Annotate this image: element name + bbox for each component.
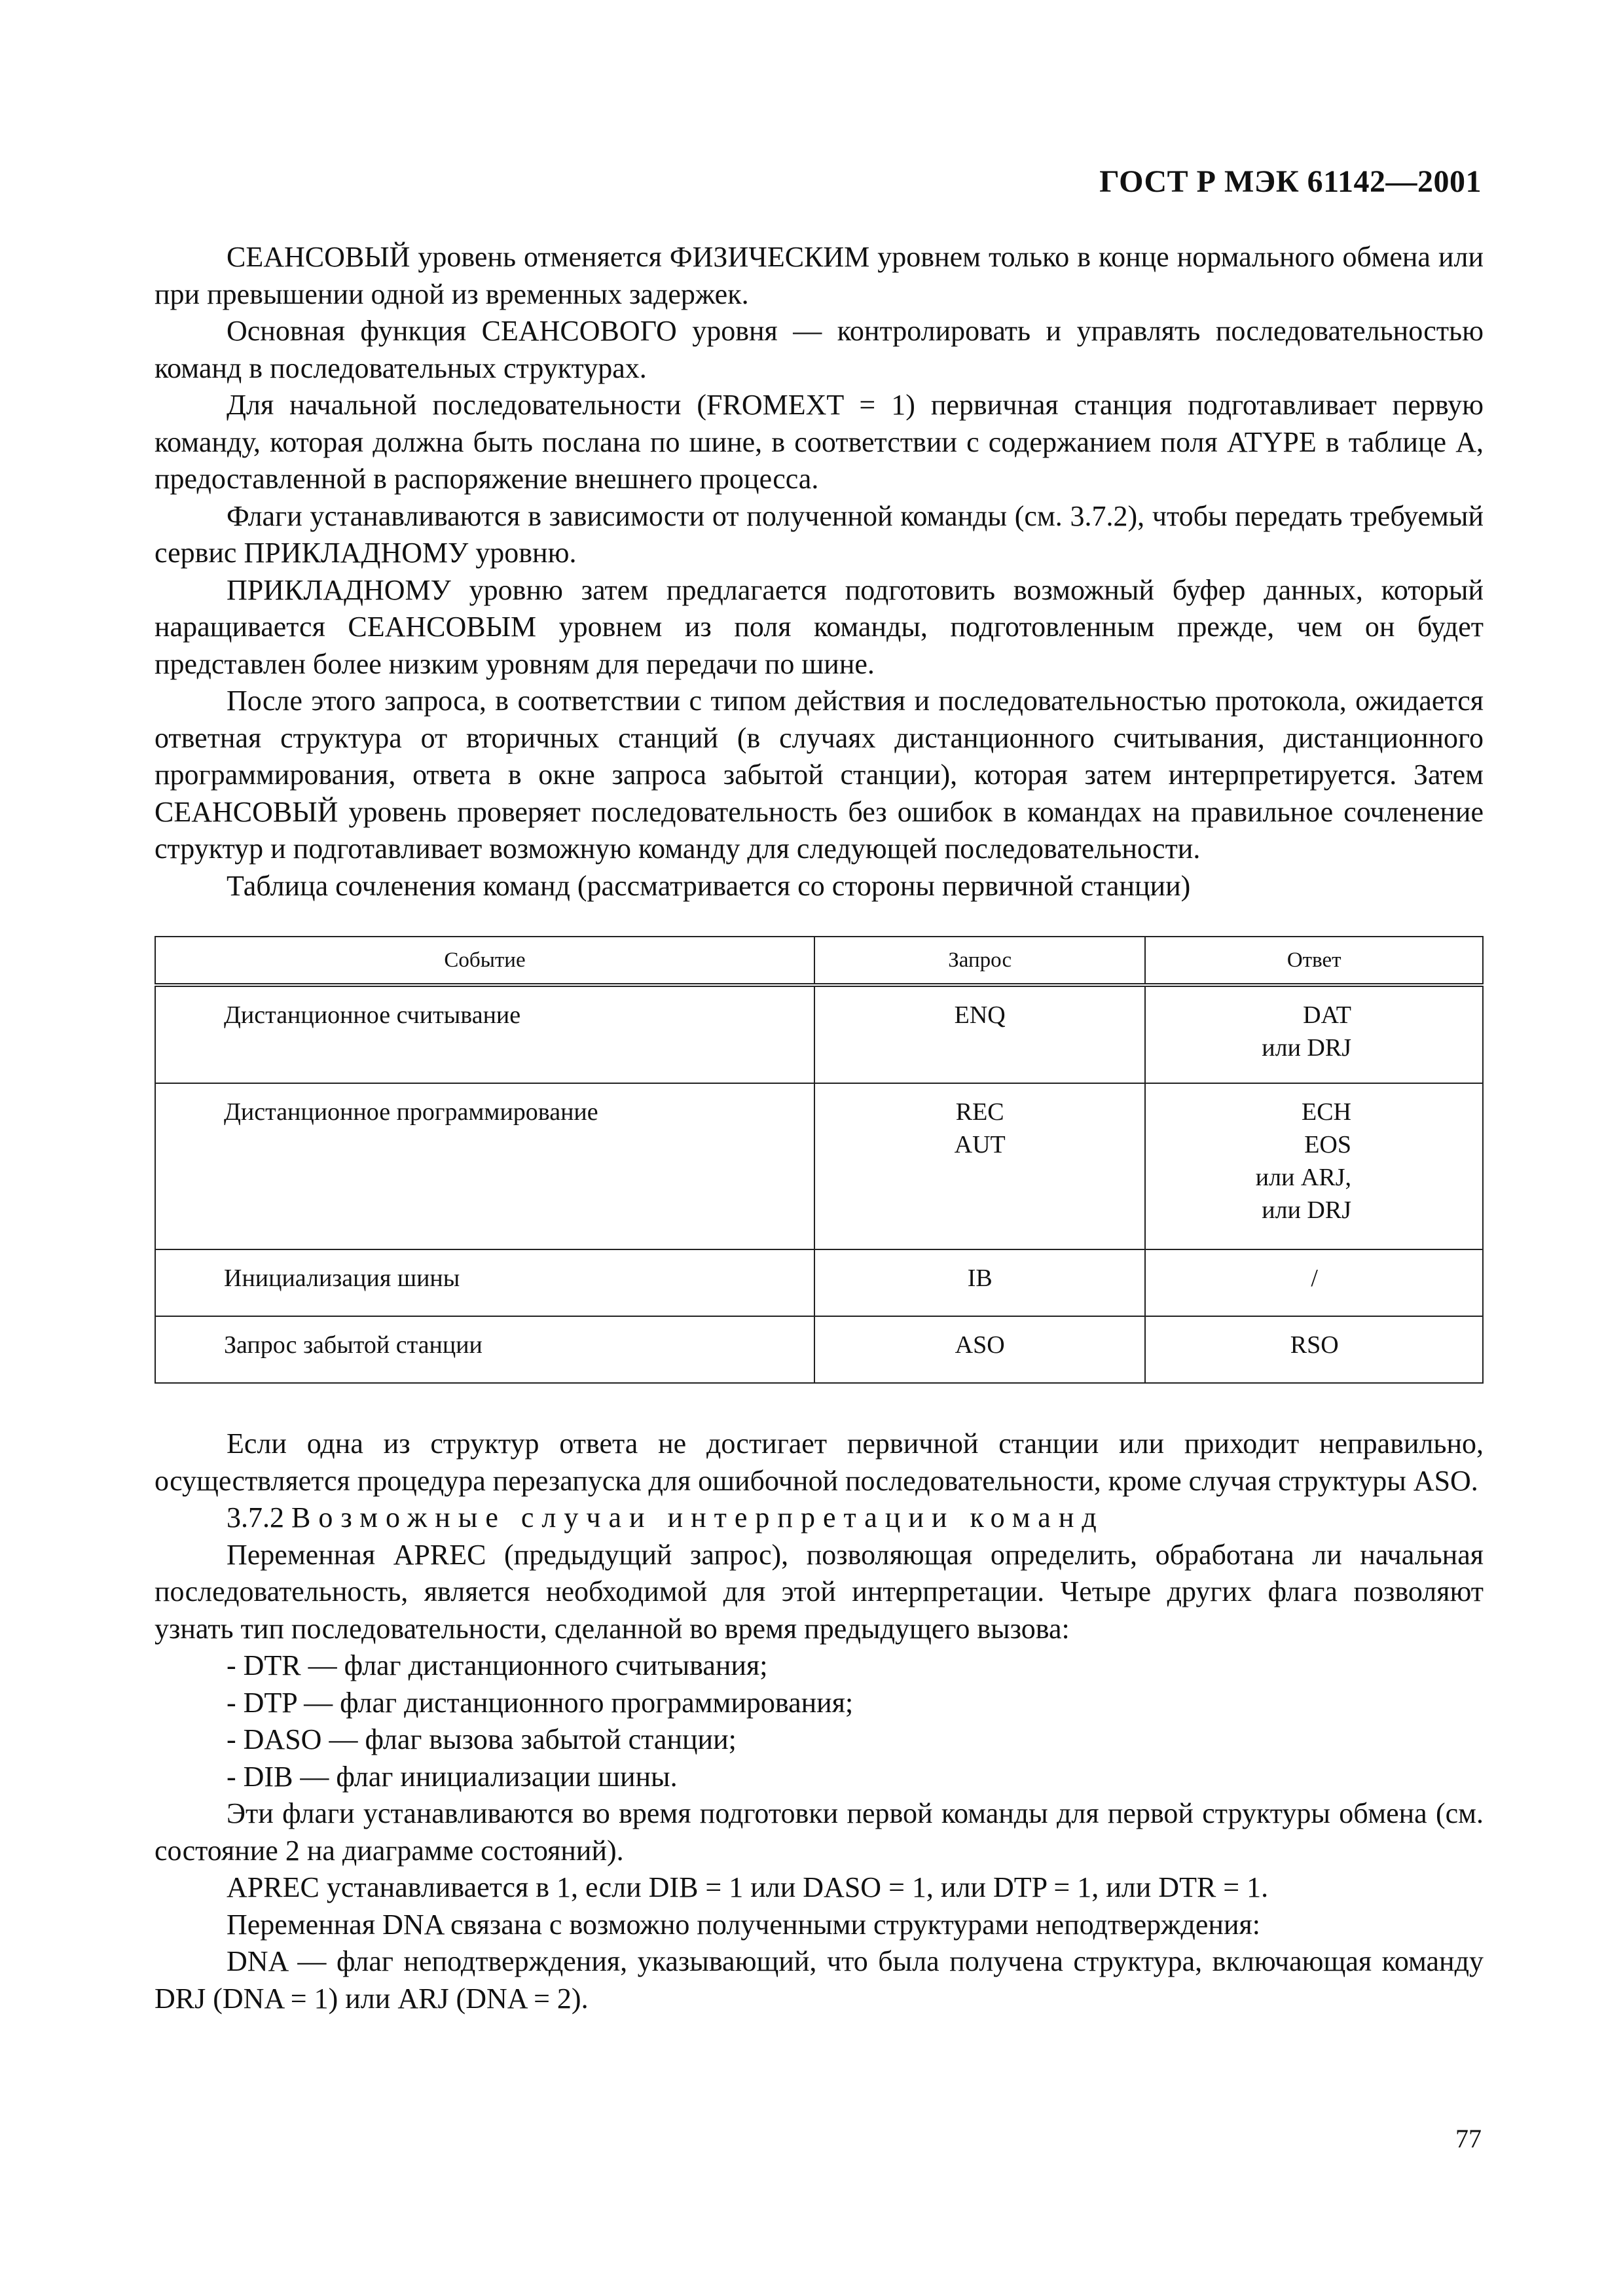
- section-heading: [155, 1499, 1484, 1537]
- table-header-row: [155, 937, 1483, 985]
- table-row: [155, 1249, 1483, 1316]
- answer-cell: [1145, 1083, 1483, 1249]
- list-item: - DTR — флаг дистанционного считывания;: [227, 1649, 768, 1681]
- table-caption: Таблица сочленения команд (рассматривается со стороны первичной станции): [227, 869, 1191, 902]
- column-header-event: Событие: [155, 937, 814, 985]
- paragraph: Эти флаги устанавливаются во время подготовки первой команды для первой структуры обмена (см. состояние 2 на диаграмме состояний).: [155, 1797, 1484, 1867]
- event-cell: Инициализация шины: [155, 1249, 814, 1316]
- table-row: [155, 1316, 1483, 1383]
- command-table: [155, 936, 1484, 1384]
- paragraph: Если одна из структур ответа не достигает первичной станции или приходит неправильно, осуществляется процедура перезапуска для ошибочной последовательности, кроме случая структуры ASO.: [155, 1427, 1484, 1497]
- answer-code: или DRJ: [1262, 1034, 1351, 1062]
- paragraph: СЕАНСОВЫЙ уровень отменяется ФИЗИЧЕСКИМ уровнем только в конце нормального обмена или при превышении одной из временных задержек.: [155, 241, 1484, 310]
- section-title: Возможные случаи интерпретации команд: [291, 1501, 1104, 1534]
- column-header-answer: Ответ: [1145, 937, 1483, 985]
- request-code: IB: [967, 1265, 993, 1292]
- answer-code: EOS: [1304, 1131, 1351, 1158]
- event-cell: Дистанционное программирование: [155, 1083, 814, 1249]
- answer-code: или ARJ,: [1255, 1164, 1351, 1191]
- paragraph: DNA — флаг неподтверждения, указывающий, что была получена структура, включающая команду DRJ (DNA = 1) или ARJ (DNA = 2).: [155, 1945, 1484, 2015]
- list-item: - DIB — флаг инициализации шины.: [227, 1760, 678, 1793]
- answer-cell: [1145, 985, 1483, 1083]
- table-row: [155, 1083, 1483, 1249]
- paragraph: Флаги устанавливаются в зависимости от полученной команды (см. 3.7.2), чтобы передать требуемый сервис ПРИКЛАДНОМУ уровню.: [155, 499, 1484, 569]
- page-number: 77: [1455, 2124, 1482, 2153]
- request-code: ASO: [955, 1331, 1005, 1359]
- paragraph: APREC устанавливается в 1, если DIB = 1 или DASO = 1, или DTP = 1, или DTR = 1.: [227, 1871, 1269, 1903]
- paragraph: Переменная APREC (предыдущий запрос), позволяющая определить, обработана ли начальная последовательность, является необходимой для этой интерпретации. Четыре других флага позволяют узнать тип последовательности, сделанной во время предыдущего вызова:: [155, 1538, 1484, 1645]
- paragraph: Переменная DNA связана с возможно полученными структурами неподтверждения:: [227, 1908, 1260, 1941]
- paragraph: Для начальной последовательности (FROMEXT = 1) первичная станция подготавливает первую команду, которая должна быть послана по шине, в соответствии с содержанием поля ATYPE в таблице А, предоставленной в распоряжение внешнего процесса.: [155, 389, 1484, 495]
- answer-code: RSO: [1290, 1331, 1339, 1359]
- answer-cell: [1145, 1249, 1483, 1316]
- answer-code: или DRJ: [1262, 1196, 1351, 1224]
- table-row: [155, 985, 1483, 1083]
- paragraph: После этого запроса, в соответствии с типом действия и последовательностью протокола, ожидается ответная структура от вторичных станций (в случаях дистанционного считывания, дистанционного программирования, ответа в окне запроса забытой станции), которая затем интерпретируется. Затем СЕАНСОВЫЙ уровень проверяет последовательность без ошибок в командах на правильное сочленение структур и подготавливает возможную команду для следующей последовательности.: [155, 685, 1484, 865]
- answer-code: ECH: [1302, 1098, 1351, 1126]
- answer-code: DAT: [1303, 1001, 1351, 1029]
- list-item: - DASO — флаг вызова забытой станции;: [227, 1723, 737, 1755]
- event-cell: Запрос забытой станции: [155, 1316, 814, 1383]
- request-cell: [814, 985, 1145, 1083]
- request-cell: [814, 1316, 1145, 1383]
- request-code: REC: [955, 1098, 1004, 1126]
- request-cell: [814, 1083, 1145, 1249]
- paragraph: ПРИКЛАДНОМУ уровню затем предлагается подготовить возможный буфер данных, который наращивается СЕАНСОВЫМ уровнем из поля команды, подготовленным прежде, чем он будет представлен более низким уровням для передачи по шине.: [155, 573, 1484, 680]
- list-item: - DTP — флаг дистанционного программирования;: [227, 1686, 854, 1719]
- event-cell: Дистанционное считывание: [155, 985, 814, 1083]
- page-content: [155, 239, 1484, 2017]
- section-number: 3.7.2: [227, 1501, 284, 1534]
- request-code: ENQ: [954, 1001, 1006, 1029]
- answer-code: /: [1311, 1265, 1318, 1292]
- column-header-request: Запрос: [814, 937, 1145, 985]
- request-code: AUT: [954, 1131, 1006, 1158]
- answer-cell: [1145, 1316, 1483, 1383]
- document-code-header: ГОСТ Р МЭК 61142—2001: [1099, 164, 1482, 199]
- paragraph: Основная функция СЕАНСОВОГО уровня — контролировать и управлять последовательностью команд в последовательных структурах.: [155, 315, 1484, 384]
- request-cell: [814, 1249, 1145, 1316]
